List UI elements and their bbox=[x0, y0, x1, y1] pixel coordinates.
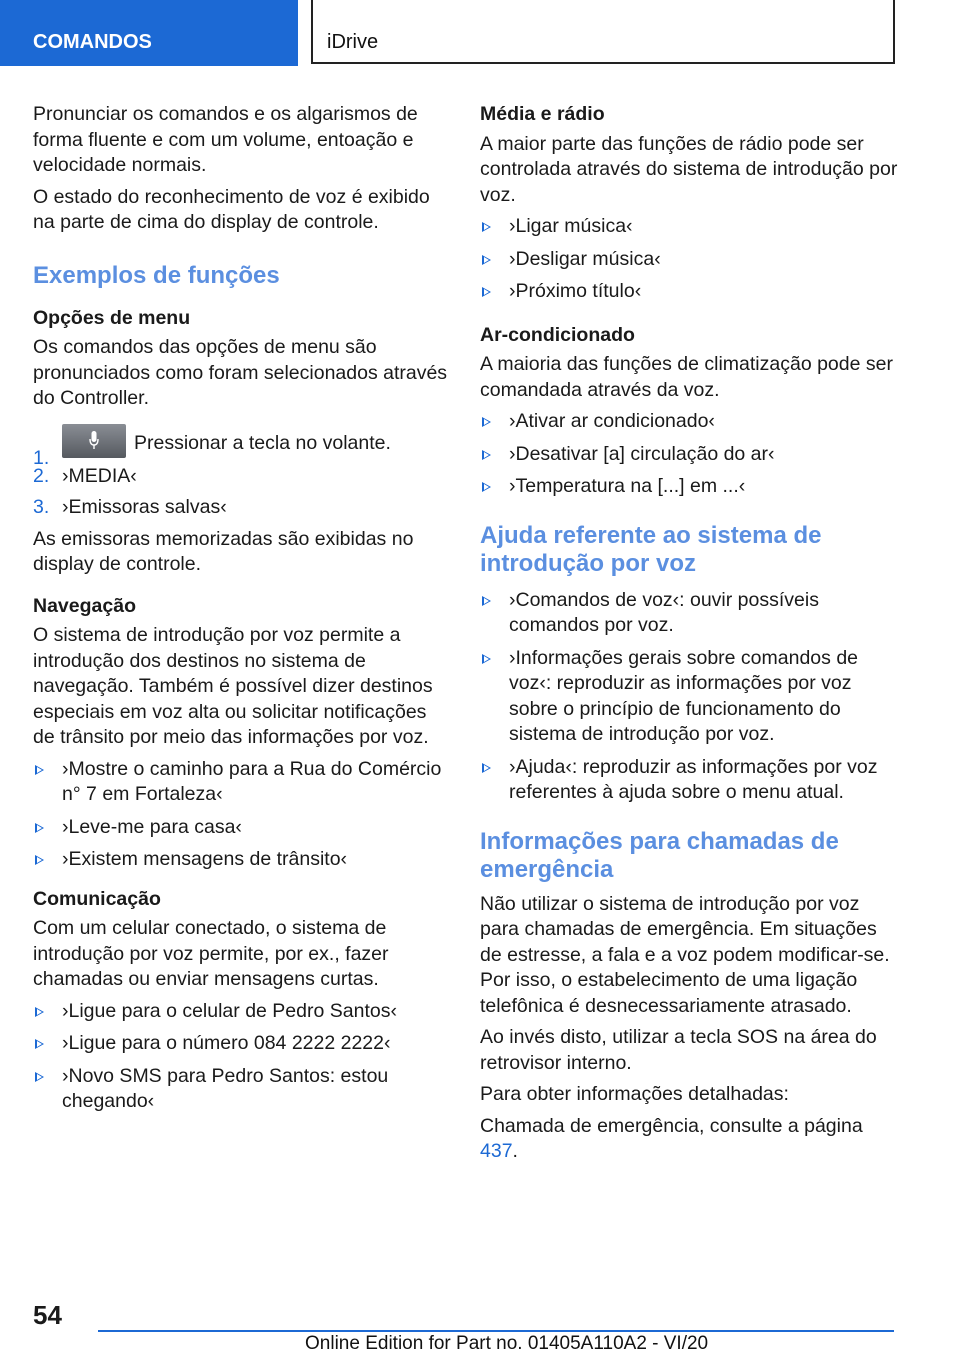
step-text: Pressionar a tecla no volante. bbox=[134, 431, 391, 454]
list-item-text: ›Informações gerais sobre comandos de voz‹: reproduzir as informações por voz sobre o princípio de funcionamento do sistema de introdução por voz. bbox=[509, 646, 859, 745]
subheading: Média e rádio bbox=[480, 103, 605, 125]
list-item bbox=[33, 1031, 451, 1057]
left-column bbox=[33, 102, 451, 1129]
paragraph bbox=[480, 1114, 900, 1165]
bullet-list bbox=[480, 214, 900, 305]
list-item-text: ›Existem mensagens de trânsito‹ bbox=[62, 848, 348, 870]
paragraph: Com um celular conectado, o sistema de introdução por voz permite, por ex., fazer chamadas ou enviar mensagens curtas. bbox=[33, 917, 389, 990]
triangle-bullet-icon bbox=[35, 1039, 44, 1049]
paragraph: A maioria das funções de climatização pode ser comandada através da voz. bbox=[480, 353, 893, 401]
list-item bbox=[480, 214, 900, 240]
step-item bbox=[33, 428, 451, 469]
list-item-text: ›Comandos de voz‹: ouvir possíveis comandos por voz. bbox=[509, 588, 819, 636]
microphone-icon bbox=[89, 431, 99, 451]
list-item bbox=[33, 847, 451, 873]
intro-paragraph: O estado do reconhecimento de voz é exibido na parte de cima do display de controle. bbox=[33, 185, 430, 233]
list-item-text: ›Ajuda‹: reproduzir as informações por voz referentes à ajuda sobre o menu atual. bbox=[509, 755, 878, 803]
list-item-text: ›Mostre o caminho para a Rua do Comércio n° 7 em Fortaleza‹ bbox=[62, 757, 442, 805]
subheading: Ar-condicionado bbox=[480, 323, 635, 346]
reference-period: . bbox=[512, 1140, 518, 1162]
bullet-list bbox=[480, 588, 900, 806]
triangle-bullet-icon bbox=[482, 450, 491, 460]
step-item bbox=[33, 495, 451, 521]
list-item-text: ›Desligar música‹ bbox=[509, 247, 661, 270]
page-header bbox=[0, 0, 960, 66]
paragraph: A maior parte das funções de rádio pode ser controlada através do sistema de introdução por voz. bbox=[480, 132, 898, 206]
section-tab: COMANDOS bbox=[0, 0, 298, 66]
paragraph: Não utilizar o sistema de introdução por voz para chamadas de emergência. Em situações de estresse, a fala e a voz podem modificar-se. Por isso, o estabelecimento de uma ligação telefônica é desnecessariamente atrasado. bbox=[480, 892, 890, 1017]
list-item-text: ›Ligue para o número 084 2222 2222‹ bbox=[62, 1032, 391, 1054]
steps-list bbox=[33, 428, 451, 521]
triangle-bullet-icon bbox=[482, 654, 491, 664]
page-number: 54 bbox=[33, 1300, 62, 1330]
list-item bbox=[480, 409, 900, 435]
footer-edition: Online Edition for Part no. 01405A110A2 - VI/20 bbox=[305, 1333, 709, 1354]
bullet-list bbox=[33, 757, 451, 873]
triangle-bullet-icon bbox=[482, 287, 491, 297]
triangle-bullet-icon bbox=[35, 1072, 44, 1082]
right-column bbox=[480, 102, 900, 1171]
list-item bbox=[480, 474, 900, 500]
list-item bbox=[480, 755, 900, 806]
paragraph: Os comandos das opções de menu são pronunciados como foram selecionados através do Controller. bbox=[33, 336, 448, 409]
section-heading: Ajuda referente ao sistema de introdução por voz bbox=[480, 521, 822, 577]
list-item-text: ›Ligar música‹ bbox=[509, 215, 633, 237]
list-item-text: ›Ativar ar condicionado‹ bbox=[509, 410, 715, 432]
intro-paragraph: Pronunciar os comandos e os algarismos de forma fluente e com um volume, entoação e velocidade normais. bbox=[33, 103, 418, 176]
paragraph: O sistema de introdução por voz permite a introdução dos destinos no sistema de navegação. Também é possível dizer destinos especiais em voz alta ou solicitar notificações de trânsito por meio das informações por voz. bbox=[33, 624, 433, 748]
subheading: Opções de menu bbox=[33, 306, 191, 329]
list-item-text: ›Ligue para o celular de Pedro Santos‹ bbox=[62, 999, 397, 1022]
list-item bbox=[480, 588, 900, 639]
voice-button bbox=[62, 424, 126, 458]
list-item bbox=[480, 646, 900, 748]
triangle-bullet-icon bbox=[482, 763, 491, 773]
triangle-bullet-icon bbox=[35, 765, 44, 775]
triangle-bullet-icon bbox=[482, 596, 491, 606]
list-item-text: ›Novo SMS para Pedro Santos: estou chegando‹ bbox=[62, 1064, 389, 1112]
list-item bbox=[480, 279, 900, 305]
chapter-title: iDrive bbox=[311, 0, 895, 64]
list-item-text: ›Temperatura na [...] em ...‹ bbox=[509, 475, 746, 497]
section-heading: Informações para chamadas de emergência bbox=[480, 827, 839, 883]
list-item bbox=[33, 815, 451, 841]
subheading: Comunicação bbox=[33, 887, 161, 910]
triangle-bullet-icon bbox=[482, 482, 491, 492]
triangle-bullet-icon bbox=[482, 417, 491, 427]
list-item bbox=[33, 1064, 451, 1115]
step-text: ›MEDIA‹ bbox=[62, 464, 137, 487]
step-number: 3. bbox=[33, 496, 50, 518]
step-text: ›Emissoras salvas‹ bbox=[62, 496, 227, 518]
paragraph: As emissoras memorizadas são exibidas no display de controle. bbox=[33, 527, 414, 575]
reference-text: Chamada de emergência, consulte a página bbox=[480, 1114, 863, 1137]
list-item-text: ›Leve-me para casa‹ bbox=[62, 815, 242, 838]
bullet-list bbox=[480, 409, 900, 500]
triangle-bullet-icon bbox=[482, 255, 491, 265]
triangle-bullet-icon bbox=[35, 1007, 44, 1017]
bullet-list bbox=[33, 999, 451, 1115]
subheading: Navegação bbox=[33, 594, 136, 617]
list-item bbox=[480, 247, 900, 273]
paragraph: Ao invés disto, utilizar a tecla SOS na área do retrovisor interno. bbox=[480, 1026, 877, 1074]
triangle-bullet-icon bbox=[482, 222, 491, 232]
triangle-bullet-icon bbox=[35, 823, 44, 833]
list-item bbox=[480, 442, 900, 468]
footer-divider bbox=[98, 1330, 894, 1332]
step-number: 1. bbox=[33, 446, 50, 469]
triangle-bullet-icon bbox=[35, 855, 44, 865]
step-item bbox=[33, 464, 451, 490]
list-item-text: ›Próximo título‹ bbox=[509, 280, 642, 302]
step-number: 2. bbox=[33, 464, 50, 487]
page-reference-link[interactable]: 437 bbox=[480, 1140, 513, 1162]
list-item bbox=[33, 757, 451, 808]
paragraph: Para obter informações detalhadas: bbox=[480, 1083, 789, 1105]
list-item-text: ›Desativar [a] circulação do ar‹ bbox=[509, 442, 775, 465]
section-heading: Exemplos de funções bbox=[33, 261, 280, 289]
list-item bbox=[33, 999, 451, 1025]
